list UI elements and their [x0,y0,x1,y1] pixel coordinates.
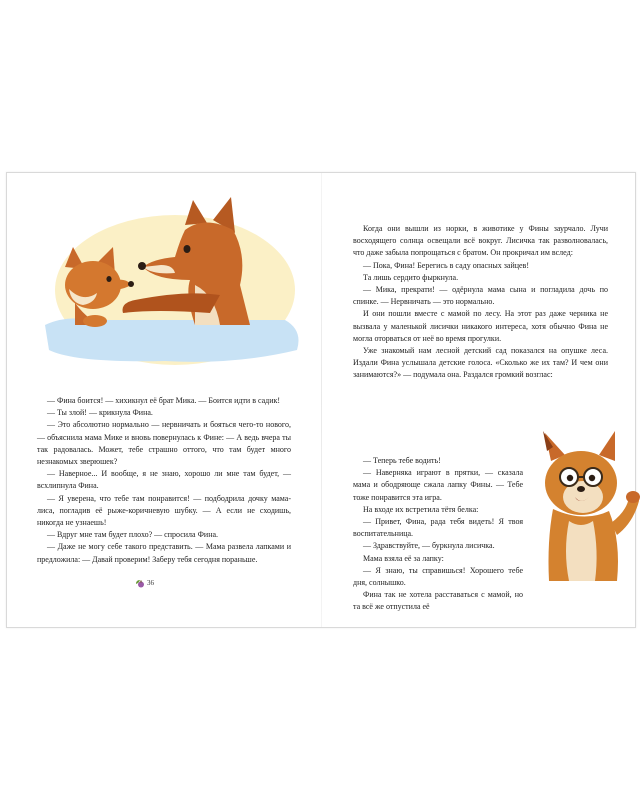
right-paragraph: — Пока, Фина! Берегись в саду опасных зайцев! [363,260,529,270]
right-paragraph: Та лишь сердито фыркнула. [363,272,459,282]
right-paragraph: — Здравствуйте, — буркнула лисичка. [363,541,495,551]
right-paragraph: — Мика, прекрати! — одёрнула мама сына и погладила дочь по спинке. — Нервничать — это нормально. [353,285,608,307]
left-paragraph: — Фина боится! — хихикнул её брат Мика. — Боится идти в садик! [47,396,281,405]
fox-mother-and-cub-illustration [35,185,305,365]
left-paragraph: — Наверное... И вообще, я не знаю, хорошо ли мне там будет, — всхлипнула Фина. [37,469,291,491]
right-paragraph: — Я знаю, ты справишься! Хорошего тебе дня, солнышко. [353,565,523,588]
left-page-text [37,395,291,566]
page-gutter [321,173,322,627]
page-number: 36 [147,579,154,587]
page-folio [135,578,154,588]
right-paragraph: — Теперь тебе водить! [363,456,441,465]
acorn-leaf-icon [135,578,145,588]
book-spread [6,172,636,628]
right-paragraph: Фина так не хотела расставаться с мамой, но та всё же отпустила её [353,590,523,612]
right-paragraph: Мама взяла её за лапку: [363,553,444,563]
right-paragraph: На входе их встретила тётя белка: [363,504,479,514]
left-paragraph: — Даже не могу себе такого представить. — Мама развела лапками и предложила: — Давай проверим! Заберу тебя сегодня пораньше. [37,542,291,564]
left-paragraph: — Ты злой! — крикнула Фина. [47,408,153,418]
right-page-text [353,223,608,382]
left-paragraph: — Я уверена, что тебе там понравится! — подбодрила дочку мама-лиса, погладив её рыже-коричневую шубку. — А если не сходишь, никогда не узнаешь! [37,493,291,528]
left-paragraph: — Это абсолютно нормально — нервничать и бояться чего-то нового, — объяснила мама Мике и вновь повернулась к Фине: — А ведь вчера ты так радовалась. Может, тебе страшно оттого, что там будет много незнакомых зверюшек? [37,420,291,467]
right-paragraph: Когда они вышли из норки, в животике у Фины заурчало. Лучи восходящего солнца освещали всё вокруг. Лисичка так разволновалась, что даже забыла попрощаться с братом. Он прокричал им вслед: [353,224,608,258]
squirrel-with-glasses-illustration [529,431,640,581]
right-page-text-narrow [353,455,523,614]
right-paragraph: Уже знакомый нам лесной детский сад показался на опушке леса. Издали Фина услышала детские голоса. «Сколько же их там? И чем они занимаются?» — подумала она. Раздался громкий возглас: [353,346,608,380]
right-paragraph: — Привет, Фина, рада тебя видеть! Я твоя воспитательница. [353,517,523,539]
left-paragraph: — Вдруг мне там будет плохо? — спросила Фина. [47,530,219,540]
right-paragraph: — Наверняка играют в прятки, — сказала мама и ободряюще сжала лапку Фины. — Тебе тоже понравится эта игра. [353,468,523,502]
right-paragraph: И они пошли вместе с мамой по лесу. На этот раз даже черника не вызвала у маленькой лисички никакого интереса, хотя обычно Фина не могла оторваться от неё во время прогулки. [353,309,608,343]
